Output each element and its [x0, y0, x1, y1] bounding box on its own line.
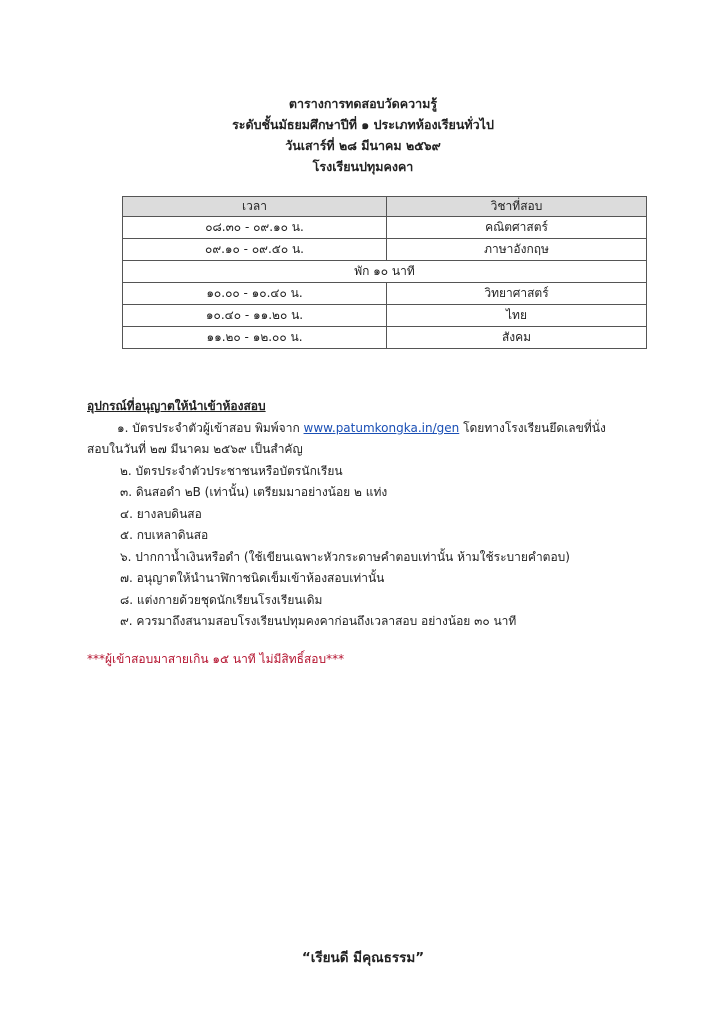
equipment-item-1-continued: สอบในวันที่ ๒๗ มีนาคม ๒๕๖๙ เป็นสำคัญ — [87, 442, 303, 456]
subject-cell: ไทย — [387, 305, 647, 327]
table-row — [123, 239, 647, 261]
exam-schedule-table — [122, 196, 647, 349]
column-header-subject: วิชาที่สอบ — [387, 197, 647, 217]
column-header-time: เวลา — [123, 197, 387, 217]
document-header — [0, 93, 726, 177]
table-header-row — [123, 197, 647, 217]
break-cell: พัก ๑๐ นาที — [123, 261, 647, 283]
header-school: โรงเรียนปทุมคงคา — [312, 159, 414, 174]
time-cell: ๑๐.๐๐ - ๑๐.๔๐ น. — [123, 283, 387, 305]
time-cell: ๐๘.๓๐ - ๐๙.๑๐ น. — [123, 217, 387, 239]
equipment-section — [87, 396, 647, 633]
header-title: ตารางการทดสอบวัดความรู้ — [288, 96, 438, 111]
equipment-item-3: ๓. ดินสอดำ ๒B (เท่านั้น) เตรียมมาอย่างน้อย ๒ แท่ง — [120, 485, 388, 499]
item-1-text-start: ๑. บัตรประจำตัวผู้เข้าสอบ พิมพ์จาก — [117, 420, 304, 435]
time-cell: ๐๙.๑๐ - ๐๙.๕๐ น. — [123, 239, 387, 261]
registration-link[interactable]: www.patumkongka.in/gen — [303, 420, 460, 435]
equipment-item-5: ๕. กบเหลาดินสอ — [120, 528, 209, 542]
equipment-item-1 — [87, 418, 647, 440]
table-row — [123, 217, 647, 239]
equipment-item-9: ๙. ควรมาถึงสนามสอบโรงเรียนปทุมคงคาก่อนถึงเวลาสอบ อย่างน้อย ๓๐ นาที — [120, 614, 517, 628]
table-row — [123, 327, 647, 349]
subject-cell: วิทยาศาสตร์ — [387, 283, 647, 305]
subject-cell: คณิตศาสตร์ — [387, 217, 647, 239]
equipment-item-8: ๘. แต่งกายด้วยชุดนักเรียนโรงเรียนเดิม — [120, 592, 323, 607]
time-cell: ๑๑.๒๐ - ๑๒.๐๐ น. — [123, 327, 387, 349]
equipment-item-4: ๔. ยางลบดินสอ — [120, 506, 202, 521]
equipment-item-6: ๖. ปากกาน้ำเงินหรือดำ (ใช้เขียนเฉพาะหัวกระดาษคำตอบเท่านั้น ห้ามใช้ระบายคำตอบ) — [120, 549, 570, 564]
equipment-item-2: ๒. บัตรประจำตัวประชาชนหรือบัตรนักเรียน — [120, 463, 343, 478]
school-motto: “เรียนดี มีคุณธรรม” — [301, 950, 425, 966]
time-cell: ๑๐.๔๐ - ๑๑.๒๐ น. — [123, 305, 387, 327]
subject-cell: ภาษาอังกฤษ — [387, 239, 647, 261]
equipment-item-7: ๗. อนุญาตให้นำนาฬิกาชนิดเข็มเข้าห้องสอบเท่านั้น — [120, 571, 385, 585]
table-row — [123, 305, 647, 327]
item-1-text-end: โดยทางโรงเรียนยึดเลขที่นั่ง — [459, 420, 606, 435]
subject-cell: สังคม — [387, 327, 647, 349]
header-date: วันเสาร์ที่ ๒๘ มีนาคม ๒๕๖๙ — [285, 138, 441, 153]
equipment-title: อุปกรณ์ที่อนุญาตให้นำเข้าห้องสอบ — [87, 399, 266, 413]
header-level: ระดับชั้นมัธยมศึกษาปีที่ ๑ ประเภทห้องเรียนทั่วไป — [232, 117, 494, 132]
break-row — [123, 261, 647, 283]
late-warning: ***ผู้เข้าสอบมาสายเกิน ๑๕ นาที ไม่มีสิทธิ์สอบ*** — [87, 652, 345, 666]
table-row — [123, 283, 647, 305]
